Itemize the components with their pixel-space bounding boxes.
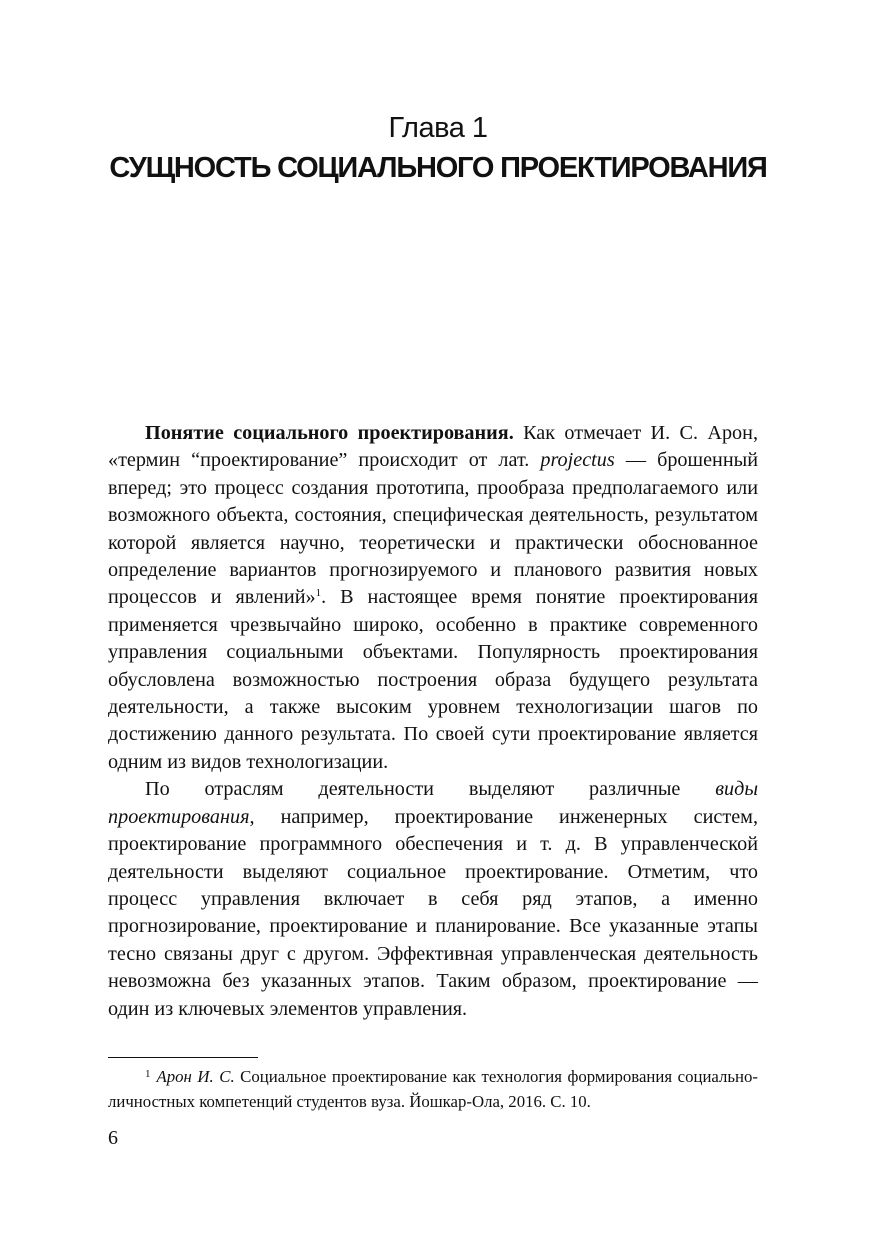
- paragraph-1-text-c: . В настоящее время понятие проектирования применяется чрезвычайно широко, особенно в практике современного управления социальными объектами. Популярность проектирования обусловлена возможностью построения образа будущего результата деятельности, а также высоким уровнем технологизации шагов по достижению данного результата. По своей сути проектирование является одним из видов технологизации.: [108, 586, 759, 773]
- paragraph-2-text-b: , например, проектирование инженерных систем, проектирование программного обеспечения и т. д. В управленческой деятельности выделяют социальное проектирование. Отметим, что процесс управления включает в себя ряд этапов, а именно прогнозирование, проектирование и планирование. Все указанные этапы тесно связаны друг с другом. Эффективная управленческая деятельность невозможна без указанных этапов. Таким образом, проектирование — один из ключевых элементов управления.: [108, 805, 758, 1020]
- chapter-title: СУЩНОСТЬ СОЦИАЛЬНОГО ПРОЕКТИРОВАНИЯ: [109, 152, 767, 184]
- paragraph-1-lead: Понятие социального проектирования.: [145, 422, 514, 444]
- footnote: [108, 1064, 758, 1114]
- paragraph-1-text-b: — брошенный вперед; это процесс создания прототипа, прообраза предполагаемого или возможного объекта, состояния, специфическая деятельность, результатом которой является научно, теоретически и практически обоснованное определение вариантов прогнозируемого и планового развития новых процессов и явлений»: [108, 449, 758, 609]
- latin-term: projectus: [540, 449, 615, 472]
- paragraph-1: [108, 420, 758, 776]
- paragraph-2-italic: виды проектирования: [108, 778, 758, 828]
- footnote-mark: 1: [145, 1068, 151, 1080]
- paragraph-1-text-a: Как отмечает И. С. Арон, «термин “проектирование” происходит от лат.: [108, 422, 758, 472]
- footnote-reference: 1: [315, 587, 322, 600]
- paragraph-2: [108, 776, 758, 1023]
- footnote-text: Социальное проектирование как технология формирования социально-личностных компетенций студентов вуза. Йошкар-Ола, 2016. С. 10.: [108, 1067, 759, 1111]
- footnote-divider: [108, 1057, 258, 1058]
- body-text: [108, 420, 758, 1023]
- page-number: 6: [108, 1127, 118, 1149]
- paragraph-2-text-a: По отраслям деятельности выделяют различные: [145, 778, 716, 801]
- chapter-label: Глава 1: [388, 112, 488, 144]
- footnote-author: Арон И. С.: [156, 1067, 235, 1086]
